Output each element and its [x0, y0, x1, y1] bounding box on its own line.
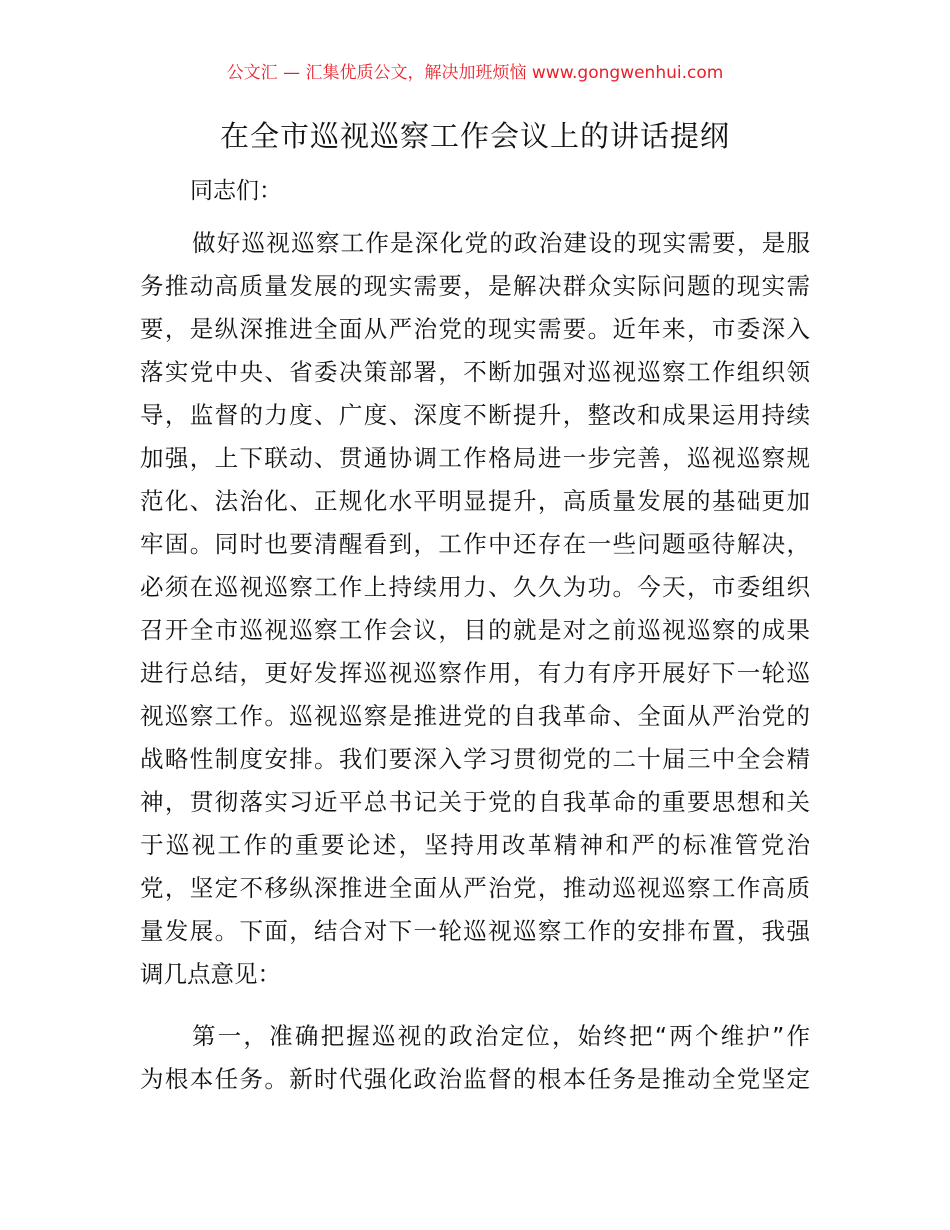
document-title: 在全市巡视巡察工作会议上的讲话提纲	[219, 119, 730, 153]
paragraph-first-point	[140, 1015, 810, 1101]
text-line: 召开全市巡视巡察工作会议，目的就是对之前巡视巡察的成果	[140, 616, 810, 644]
text-line: 进行总结，更好发挥巡视巡察作用，有力有序开展好下一轮巡	[140, 659, 810, 687]
text-line: 神，贯彻落实习近平总书记关于党的自我革命的重要思想和关	[140, 788, 810, 816]
text-line: 第一，准确把握巡视的政治定位，始终把“两个维护”作	[192, 1022, 810, 1050]
paragraph-intro	[140, 222, 810, 996]
text-line: 必须在巡视巡察工作上持续用力、久久为功。今天，市委组织	[140, 573, 810, 601]
text-line: 务推动高质量发展的现实需要，是解决群众实际问题的现实需	[140, 272, 810, 300]
text-line: 为根本任务。新时代强化政治监督的根本任务是推动全党坚定	[140, 1065, 810, 1093]
text-line: 调几点意见：	[140, 960, 281, 988]
text-line: 导，监督的力度、广度、深度不断提升，整改和成果运用持续	[140, 401, 810, 429]
greeting: 同志们：	[190, 178, 282, 204]
text-line: 范化、法治化、正规化水平明显提升，高质量发展的基础更加	[140, 487, 810, 515]
text-line: 加强，上下联动、贯通协调工作格局进一步完善，巡视巡察规	[140, 444, 810, 472]
text-line: 落实党中央、省委决策部署，不断加强对巡视巡察工作组织领	[140, 358, 810, 386]
text-line: 要，是纵深推进全面从严治党的现实需要。近年来，市委深入	[140, 315, 810, 343]
text-line: 量发展。下面，结合对下一轮巡视巡察工作的安排布置，我强	[140, 917, 810, 945]
text-line: 战略性制度安排。我们要深入学习贯彻党的二十届三中全会精	[140, 745, 810, 773]
text-line: 视巡察工作。巡视巡察是推进党的自我革命、全面从严治党的	[140, 702, 810, 730]
text-line: 牢固。同时也要清醒看到，工作中还存在一些问题亟待解决，	[140, 530, 810, 558]
site-banner: 公文汇 — 汇集优质公文，解决加班烦恼 www.gongwenhui.com	[226, 63, 724, 83]
text-line: 于巡视工作的重要论述，坚持用改革精神和严的标准管党治	[140, 831, 810, 859]
text-line: 做好巡视巡察工作是深化党的政治建设的现实需要，是服	[192, 229, 810, 257]
text-line: 党，坚定不移纵深推进全面从严治党，推动巡视巡察工作高质	[140, 874, 810, 902]
